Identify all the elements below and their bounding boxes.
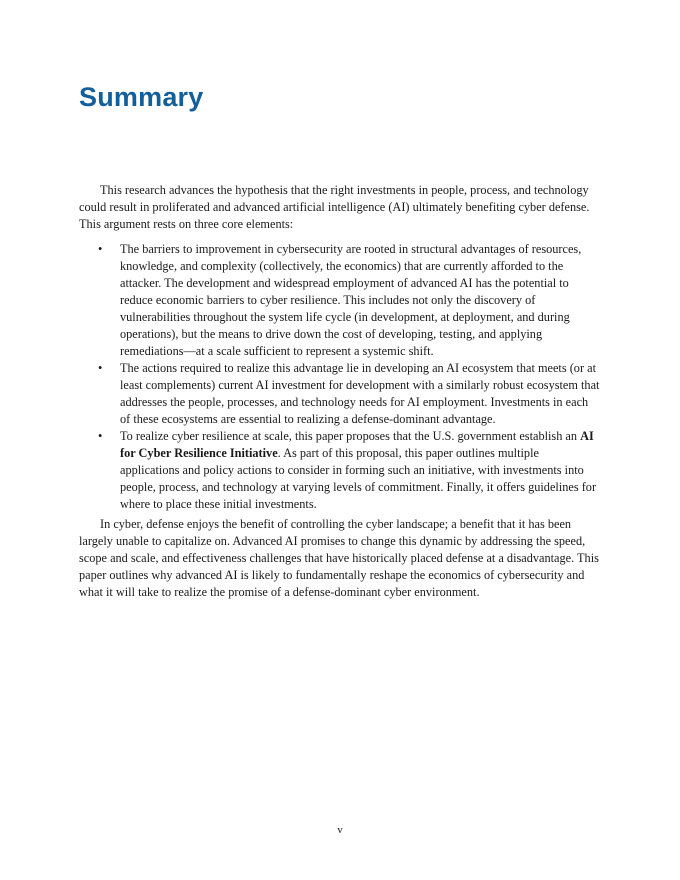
page-title: Summary — [79, 82, 204, 112]
conclusion-paragraph: In cyber, defense enjoys the benefit of controlling the cyber landscape; a benefit that it has been largely unable to capitalize on. Advanced AI promises to change this dynamic by addressing the speed, scope and scale, and effectiveness challenges that have historically placed defense at a disadvantage. This paper outlines why advanced AI is likely to fundamentally reshape the economics of cybersecurity and what it will take to realize the promise of a defense-dominant cyber environment. — [79, 517, 599, 599]
list-item-text-before: To realize cyber resilience at scale, this paper proposes that the U.S. government establish an — [120, 429, 581, 443]
summary-body — [79, 182, 601, 601]
page-number: v — [337, 824, 343, 836]
list-item — [79, 360, 601, 428]
bullet-icon: • — [98, 242, 103, 256]
initiative-name: AI for Cyber Resilience Initiative — [120, 429, 594, 460]
bullet-icon: • — [98, 361, 103, 375]
core-elements-list — [79, 241, 601, 513]
list-item — [79, 241, 601, 360]
list-item-text: The barriers to improvement in cybersecurity are rooted in structural advantages of resources, knowledge, and complexity (collectively, the economics) that are currently afforded to the attacker. The development and widespread employment of advanced AI has the potential to reduce economic barriers to cyber resilience. This includes not only the discovery of vulnerabilities throughout the system life cycle (in development, at deployment, and during operations), but the means to drive down the cost of developing, testing, and applying remediations—at a scale sufficient to represent a systemic shift. — [120, 242, 582, 358]
intro-paragraph: This research advances the hypothesis that the right investments in people, process, and technology could result in proliferated and advanced artificial intelligence (AI) ultimately benefiting cyber defense. This argument rests on three core elements: — [79, 183, 590, 231]
list-item — [79, 428, 601, 513]
list-item-text-after: . As part of this proposal, this paper outlines multiple applications and policy actions to consider in forming such an initiative, with investments into people, process, and technology at varying levels of commitment. Finally, it offers guidelines for where to place these initial investments. — [120, 446, 597, 511]
list-item-text: The actions required to realize this advantage lie in developing an AI ecosystem that meets (or at least complements) current AI investment for development with a similarly robust ecosystem that addresses the people, processes, and technology needs for AI employment. Investments in each of these ecosystems are essential to realizing a defense-dominant advantage. — [120, 361, 600, 426]
bullet-icon: • — [98, 429, 103, 443]
